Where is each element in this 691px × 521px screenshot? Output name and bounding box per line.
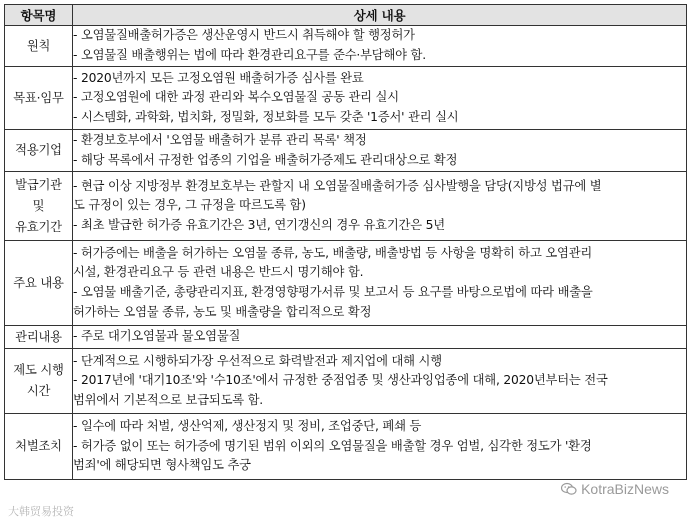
- detail-line: - 오염물질배출허가증은 생산운영시 반드시 취득해야 할 행정허가: [73, 28, 415, 43]
- detail-line: - 단계적으로 시행하되가장 우선적으로 화력발전과 제지업에 대해 시행: [73, 353, 442, 368]
- detail-line: - 일수에 따라 처벌, 생산억제, 생산정지 및 정비, 조업중단, 폐쇄 등: [73, 419, 422, 434]
- table-row: [5, 241, 687, 326]
- row-category: [5, 241, 73, 326]
- category-text: 및: [32, 198, 45, 213]
- row-category: [5, 26, 73, 67]
- detail-line: - 허가증에는 배출을 허가하는 오염물 종류, 농도, 배출량, 배출방법 등 사항을 명확히 하고 오염관리: [73, 245, 593, 260]
- category-text: 관리내용: [15, 329, 62, 344]
- row-detail: [73, 241, 687, 326]
- row-detail: [73, 130, 687, 172]
- row-detail: [73, 67, 687, 130]
- table-row: [5, 172, 687, 241]
- detail-line: 범위에서 기본적으로 보급되도록 함.: [73, 392, 264, 407]
- watermark-right: [561, 481, 669, 497]
- header-row: [5, 5, 687, 26]
- category-text: 목표·임무: [13, 90, 64, 105]
- watermark-right-text: KotraBizNews: [581, 481, 669, 497]
- detail-line: 범죄'에 해당되면 형사책임도 추궁: [73, 458, 251, 473]
- detail-line: - 허가증 없이 또는 허가증에 명기된 범위 이외의 오염물질을 배출할 경우 엄벌, 심각한 정도가 '환경: [73, 438, 592, 453]
- detail-line: - 현급 이상 지방정부 환경보호부는 관할지 내 오염물질배출허가증 심사발행을 담당(지방성 법규에 별: [73, 178, 602, 193]
- row-category: [5, 414, 73, 480]
- detail-line: - 최초 발급한 허가증 유효기간은 3년, 연기갱신의 경우 유효기간은 5년: [73, 217, 445, 232]
- row-detail: [73, 349, 687, 414]
- row-category: [5, 349, 73, 414]
- row-detail: [73, 172, 687, 241]
- detail-line: - 시스템화, 과학화, 법치화, 정밀화, 정보화를 모두 갖춘 '1증서' 관리 실시: [73, 109, 459, 124]
- table-row: [5, 414, 687, 480]
- table-row: [5, 326, 687, 349]
- category-text: 처벌조치: [15, 439, 62, 453]
- table-row: [5, 130, 687, 172]
- table-row: [5, 26, 687, 67]
- detail-line: - 해당 목록에서 규정한 업종의 기업을 배출허가증제도 관리대상으로 확정: [73, 152, 458, 167]
- header-detail: 상세 내용: [73, 5, 687, 26]
- category-text: 원칙: [26, 38, 51, 53]
- watermark-left: 大韩贸易投资: [8, 505, 74, 518]
- row-detail: [73, 26, 687, 67]
- category-text: 시간: [26, 384, 51, 398]
- detail-line: 허가하는 오염물 종류, 농도 및 배출량을 합리적으로 확정: [73, 304, 372, 319]
- table-row: [5, 349, 687, 414]
- wechat-icon: [561, 482, 577, 496]
- spec-table: [4, 4, 687, 480]
- table-row: [5, 67, 687, 130]
- category-text: 제도 시행: [13, 363, 64, 377]
- category-text: 적용기업: [15, 143, 62, 157]
- row-detail: [73, 326, 687, 349]
- row-category: [5, 172, 73, 241]
- detail-line: - 주로 대기오염물과 물오염물질: [73, 329, 241, 344]
- detail-line: - 오염물 배출기준, 총량관리지표, 환경영향평가서류 및 보고서 등 요구를 바탕으로법에 따라 배출을: [73, 285, 593, 299]
- detail-line: 도 규정이 있는 경우, 그 규정을 따르도록 함): [73, 198, 306, 213]
- category-text: 주요 내용: [13, 275, 64, 290]
- detail-line: - 환경보호부에서 '오염물 배출허가 분류 관리 목록' 책정: [73, 132, 367, 147]
- category-text: 유효기간: [15, 219, 62, 234]
- detail-line: - 고정오염원에 대한 과정 관리와 복수오염물질 공동 관리 실시: [73, 90, 399, 105]
- row-category: [5, 67, 73, 130]
- row-category: [5, 326, 73, 349]
- detail-line: 시설, 환경관리요구 등 관련 내용은 반드시 명기해야 함.: [73, 265, 364, 280]
- category-text: 발급기관: [15, 177, 62, 192]
- row-detail: [73, 414, 687, 480]
- detail-line: - 오염물질 배출행위는 법에 따라 환경관리요구를 준수·부담해야 함.: [73, 48, 426, 62]
- detail-line: - 2017년에 '대기10조'와 '수10조'에서 규정한 중점업종 및 생산과잉업종에 대해, 2020년부터는 전국: [73, 373, 608, 388]
- detail-line: - 2020년까지 모든 고정오염원 배출허가증 심사를 완료: [73, 70, 364, 85]
- row-category: [5, 130, 73, 172]
- header-category: 항목명: [5, 5, 73, 26]
